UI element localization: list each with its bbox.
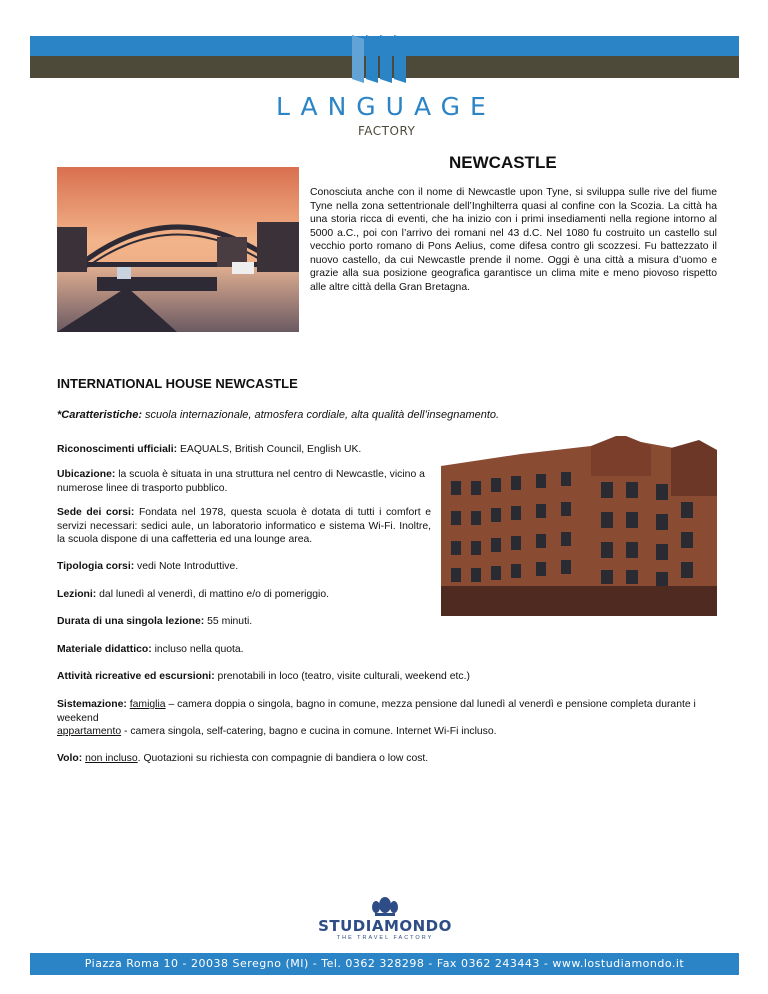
lessons-text: dal lunedì al venerdì, di mattino e/o di pomeriggio. bbox=[96, 589, 330, 600]
brand-subtitle: FACTORY bbox=[358, 124, 416, 138]
location-text: la scuola è situata in una struttura nel centro di Newcastle, vicino a numerose linee di trasporto pubblico. bbox=[57, 469, 425, 494]
city-intro-text: Conosciuta anche con il nome di Newcastle upon Tyne, si sviluppa sulle rive del fiume Tyne nella zona settentrionale dell’Inghilterra quasi al confine con la Scozia. La città ha una storia ricca di eventi, che ha inizio con i primi insediamenti nella regione intorno al 5000 a.C., poi con l’arrivo dei romani nel 43 d.C. Nel 1080 fu costruito un castello sul vecchio porto romano di Pons Aelius, come difesa contro gli scozzesi. Fu battezzato il nuovo castello, da cui Newcastle prende il nome. Oggi è una città a misura d’uomo e grazie alla sua posizione geografica garantisce un clima mite e meno piovoso rispetto alle altre città della Gran Bretagna. bbox=[310, 187, 717, 293]
school-features bbox=[57, 409, 499, 421]
flight-label: Volo: bbox=[57, 753, 83, 764]
accommodation-row bbox=[57, 698, 722, 739]
material-row bbox=[57, 643, 433, 657]
school-building-photo-icon bbox=[441, 436, 717, 616]
apartment-accommodation-text: - camera singola, self-catering, bagno e cucina in comune. Internet Wi-Fi incluso. bbox=[121, 726, 497, 737]
course-type-label: Tipologia corsi: bbox=[57, 561, 135, 572]
activities-text: prenotabili in loco (teatro, visite culturali, weekend etc.) bbox=[214, 671, 470, 682]
flight-link[interactable]: non incluso bbox=[85, 753, 138, 764]
recognitions-text: EAQUALS, British Council, English UK. bbox=[177, 444, 362, 455]
material-text: incluso nella quota. bbox=[151, 644, 244, 655]
language-factory-logo-icon bbox=[348, 33, 416, 85]
location-row bbox=[57, 468, 433, 495]
location-label: Ubicazione: bbox=[57, 469, 116, 480]
activities-row bbox=[57, 670, 717, 684]
duration-text: 55 minuti. bbox=[204, 616, 253, 627]
city-title: NEWCASTLE bbox=[449, 153, 557, 172]
venue-row bbox=[57, 506, 431, 547]
material-label: Materiale didattico: bbox=[57, 644, 152, 655]
lessons-label: Lezioni: bbox=[57, 589, 97, 600]
family-accommodation-text: – camera doppia o singola, bagno in comune, mezza pensione dal lunedì al venerdì e pensione completa durante i weekend bbox=[57, 699, 696, 724]
recognitions-label: Riconoscimenti ufficiali: bbox=[57, 444, 178, 455]
family-accommodation-link[interactable]: famiglia bbox=[129, 699, 166, 710]
studiamondo-logo-text: STUDIAMONDO bbox=[318, 917, 452, 935]
venue-label: Sede dei corsi: bbox=[57, 507, 135, 518]
school-title: INTERNATIONAL HOUSE NEWCASTLE bbox=[57, 376, 298, 391]
recognitions-row bbox=[57, 443, 437, 457]
flight-text: . Quotazioni su richiesta con compagnie di bandiera o low cost. bbox=[137, 753, 429, 764]
tyne-bridge-photo-icon bbox=[57, 167, 299, 332]
brand-title: LANGUAGE bbox=[276, 92, 496, 121]
accommodation-label: Sistemazione: bbox=[57, 699, 127, 710]
course-type-text: vedi Note Introduttive. bbox=[134, 561, 239, 572]
footer-contact-bar: Piazza Roma 10 - 20038 Seregno (MI) - Tel. 0362 328298 - Fax 0362 243443 - www.lostudiamondo.it bbox=[30, 953, 739, 975]
features-label: *Caratteristiche: bbox=[57, 409, 142, 421]
studiamondo-tagline: THE TRAVEL FACTORY bbox=[336, 935, 434, 941]
duration-row bbox=[57, 615, 433, 629]
apartment-accommodation-link[interactable]: appartamento bbox=[57, 726, 122, 737]
course-type-row bbox=[57, 560, 433, 574]
duration-label: Durata di una singola lezione: bbox=[57, 616, 205, 627]
venue-text: Fondata nel 1978, questa scuola è dotata di tutti i comfort e servizi necessari: sedici aule, un laboratorio informatico e sistema Wi-Fi. Inoltre, la scuola dispone di una caffetteria ed una lounge area. bbox=[57, 507, 431, 545]
lessons-row bbox=[57, 588, 433, 602]
features-text: scuola internazionale, atmosfera cordiale, alta qualità dell’insegnamento. bbox=[141, 409, 500, 421]
activities-label: Attività ricreative ed escursioni: bbox=[57, 671, 215, 682]
flight-row bbox=[57, 752, 717, 766]
